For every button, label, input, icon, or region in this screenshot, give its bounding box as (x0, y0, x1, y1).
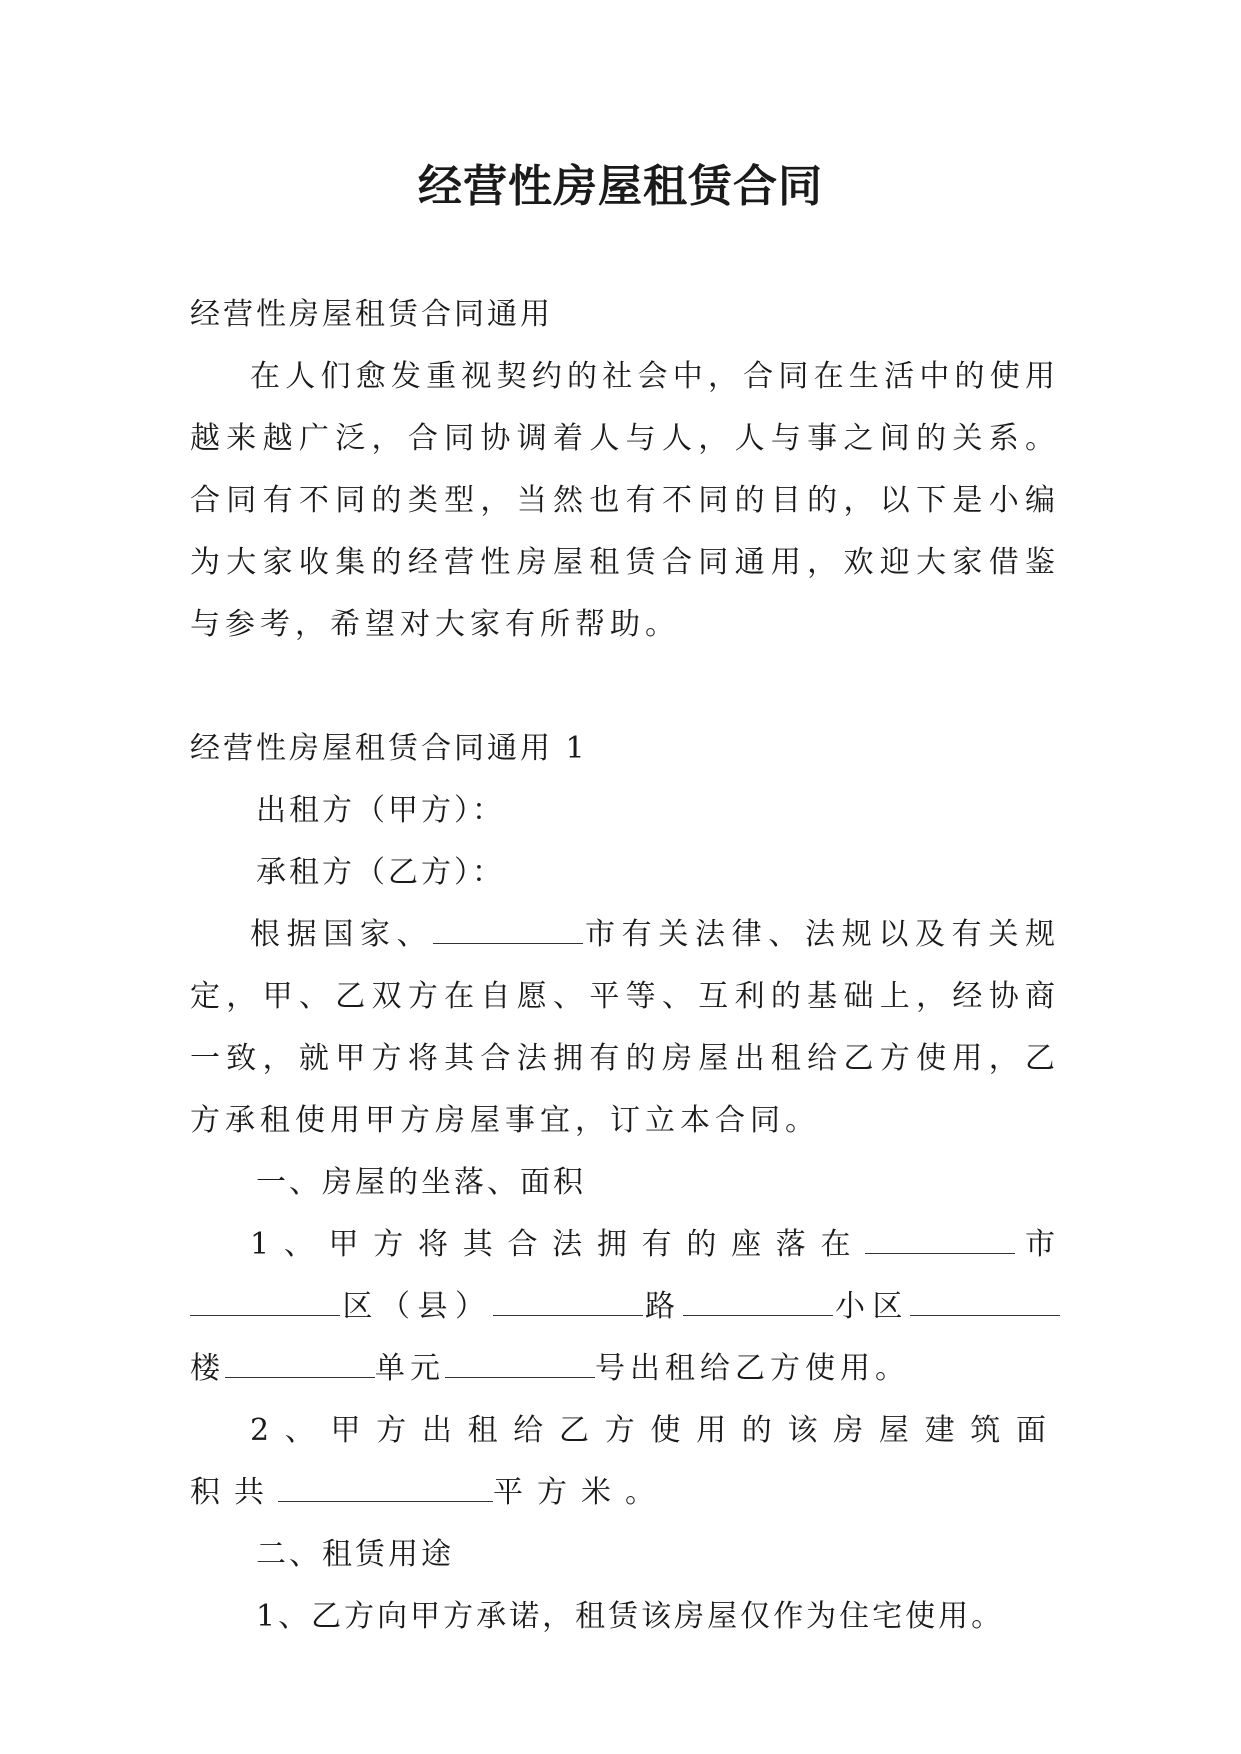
article1-heading: 一、房屋的坐落、面积 (256, 1165, 586, 1200)
blank-district (190, 1289, 340, 1316)
blank-community (683, 1289, 833, 1316)
basis-paragraph (190, 904, 1060, 1152)
blank-area (278, 1475, 493, 1502)
basis-rest: 市有关法律、法规以及有关规定，甲、乙双方在自愿、平等、互利的基础上，经协商一致，就甲方将其合法拥有的房屋出租给乙方使用，乙方承租使用甲方房屋事宜，订立本合同。 (190, 917, 1061, 1138)
document-title: 经营性房屋租赁合同 (418, 161, 823, 212)
article1-item2 (190, 1400, 1060, 1524)
paragraph-gap (190, 656, 1060, 718)
lessor-line: 出租方（甲方）： (256, 793, 505, 828)
intro-paragraph: 在人们愈发重视契约的社会中，合同在生活中的使用越来越广泛，合同协调着人与人，人与事之间的关系。合同有不同的类型，当然也有不同的目的，以下是小编为大家收集的经营性房屋租赁合同通用，欢迎大家借鉴与参考，希望对大家有所帮助。 (190, 359, 1060, 642)
blank-number (445, 1351, 595, 1378)
a1-item1-end: 号出租给乙方使用。 (595, 1351, 910, 1386)
a1-item2-end: 平方米。 (493, 1475, 669, 1510)
article2-heading: 二、租赁用途 (256, 1537, 454, 1572)
blank-building (910, 1289, 1060, 1316)
document-body (190, 284, 1060, 1648)
blank-unit-prefix (225, 1351, 375, 1378)
article2-item1: 1、乙方向甲方承诺，租赁该房屋仅作为住宅使用。 (256, 1599, 1005, 1634)
blank-country-city (433, 917, 583, 944)
blank-city (865, 1227, 1015, 1254)
a1-community-label: 小区 (832, 1289, 910, 1324)
section-heading: 经营性房屋租赁合同通用 1 (190, 731, 588, 766)
a1-road-label: 路 (642, 1289, 683, 1324)
a1-building-label: 楼 (190, 1351, 225, 1386)
lessee-line: 承租方（乙方）： (256, 855, 505, 890)
basis-start: 根据国家、 (250, 917, 434, 952)
a1-item2-text: 2、甲方出租给乙方使用的该房屋建筑面积共 (190, 1413, 1060, 1510)
a1-district-label: 区（县） (340, 1289, 493, 1324)
a1-city-label: 市 (1015, 1227, 1060, 1262)
blank-road (493, 1289, 643, 1316)
a1-item1-text: 1、甲方将其合法拥有的座落在 (250, 1227, 866, 1262)
intro-heading: 经营性房屋租赁合同通用 (190, 297, 553, 332)
a1-unit-label: 单元 (375, 1351, 445, 1386)
article1-item1 (190, 1214, 1060, 1400)
